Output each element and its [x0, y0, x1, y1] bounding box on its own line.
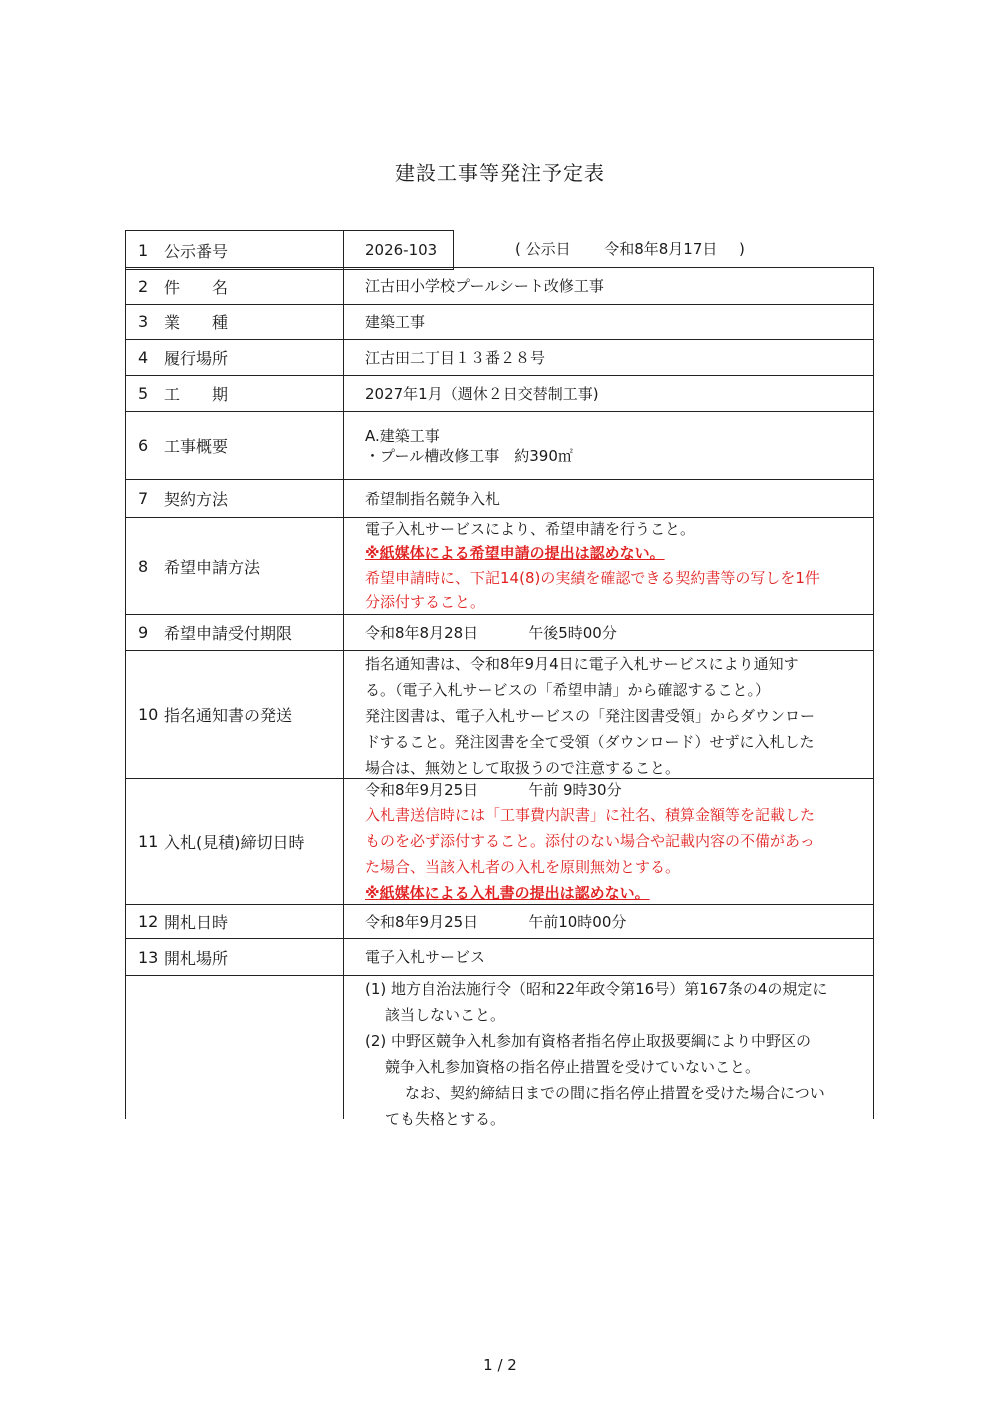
row-number: 11 [138, 832, 159, 851]
opening-date: 令和8年9月25日 [365, 912, 479, 931]
qualification-line: ても失格とする。 [385, 1110, 506, 1128]
row-label: 契約方法 [164, 490, 229, 509]
qualification-line: (2) 中野区競争入札参加有資格者指名停止取扱要綱により中野区の [365, 1032, 812, 1050]
bid-line: た場合、当該入札者の入札を原則無効とする。 [365, 858, 681, 876]
row-overview [126, 412, 874, 480]
opening-time: 午前10時00分 [528, 912, 627, 931]
announce-close: ) [738, 240, 745, 258]
project-name-value: 江古田小学校プールシート改修工事 [365, 277, 604, 295]
application-line: 分添付すること。 [365, 593, 486, 611]
bid-deadline-time: 午前 9時30分 [528, 781, 622, 799]
qualification-line: (1) 地方自治法施行令（昭和22年政令第16号）第167条の4の規定に [365, 980, 828, 998]
row-application-deadline [126, 615, 874, 651]
bid-line: ものを必ず添付すること。添付のない場合や記載内容の不備があっ [365, 832, 815, 850]
opening-place-value: 電子入札サービス [365, 948, 486, 966]
row-number: 10 [138, 705, 159, 724]
row-label: 指名通知書の発送 [164, 706, 293, 725]
row-label: 件 名 [164, 277, 229, 297]
row-label: 開札日時 [164, 913, 229, 932]
row-bid-deadline [126, 779, 874, 905]
period-value: 2027年1月（週休２日交替制工事) [365, 384, 599, 403]
row-application-method [126, 518, 874, 615]
application-line: 電子入札サービスにより、希望申請を行うこと。 [365, 520, 696, 538]
row-location [126, 340, 874, 376]
overview-line: ・プール槽改修工事 約390㎡ [365, 446, 573, 465]
row-number: 3 [138, 312, 149, 331]
row-number: 13 [138, 947, 159, 967]
row-label: 希望申請受付期限 [164, 624, 293, 643]
row-label: 開札場所 [164, 948, 229, 968]
row-number: 4 [138, 348, 149, 367]
announce-date-text [515, 238, 745, 259]
row-number: 5 [138, 384, 149, 403]
row-contract-method [126, 480, 874, 518]
row-label: 工事概要 [164, 437, 229, 456]
row-industry [126, 304, 874, 340]
row-number: 8 [138, 556, 149, 576]
application-line: 希望申請時に、下記14(8)の実績を確認できる契約書等の写しを1件 [365, 569, 820, 587]
row-number: 6 [138, 436, 149, 455]
row-label: 入札(見積)締切日時 [164, 833, 305, 852]
qualification-line: なお、契約締結日までの間に指名停止措置を受けた場合につい [405, 1084, 825, 1102]
announce-label: ( 公示日 [515, 240, 571, 258]
row-period [126, 376, 874, 412]
bid-deadline-date: 令和8年9月25日 [365, 781, 479, 799]
contract-method-value: 希望制指名競争入札 [365, 489, 501, 508]
page-title: 建設工事等発注予定表 [395, 161, 605, 185]
row-label: 履行場所 [164, 349, 229, 368]
qualification-line: 該当しないこと。 [385, 1006, 506, 1024]
page-number: 1 / 2 [483, 1356, 517, 1374]
industry-value: 建築工事 [365, 312, 426, 331]
notice-line: 発注図書は、電子入札サービスの「発注図書受領」からダウンロー [365, 707, 816, 725]
notice-line: る。（電子入札サービスの「希望申請」から確認すること。） [365, 681, 771, 699]
public-notice-number-value: 2026-103 [365, 241, 438, 259]
bid-line: 入札書送信時には「工事費内訳書」に社名、積算金額等を記載した [365, 806, 816, 824]
notice-line: ドすること。発注図書を全て受領（ダウンロード）せずに入札した [365, 733, 815, 751]
location-value: 江古田二丁目１３番２８号 [365, 348, 546, 367]
row-number: 1 [138, 240, 149, 260]
row-opening-datetime [126, 905, 874, 939]
bid-warning: ※紙媒体による入札書の提出は認めない。 [365, 884, 650, 902]
deadline-time: 午後5時00分 [528, 623, 617, 642]
row-number: 12 [138, 912, 159, 931]
row-qualifications [126, 976, 874, 1128]
qualification-line: 競争入札参加資格の指名停止措置を受けていないこと。 [385, 1058, 761, 1076]
row-number: 2 [138, 276, 149, 296]
notice-line: 場合は、無効として取扱うので注意すること。 [365, 759, 681, 777]
application-warning: ※紙媒体による希望申請の提出は認めない。 [365, 544, 665, 562]
order-table [125, 268, 874, 1128]
row-label: 公示番号 [164, 241, 229, 261]
overview-line: A.建築工事 [365, 426, 440, 445]
row-opening-place [126, 939, 874, 976]
row-number: 7 [138, 489, 149, 508]
deadline-date: 令和8年8月28日 [365, 623, 479, 642]
notice-line: 指名通知書は、令和8年9月4日に電子入札サービスにより通知す [365, 655, 799, 673]
row-label: 業 種 [164, 313, 229, 332]
row-label: 工 期 [164, 385, 229, 404]
row-project-name [126, 267, 874, 305]
row-notice-dispatch [126, 651, 874, 779]
row-public-notice-number [125, 230, 454, 270]
announce-date: 令和8年8月17日 [604, 240, 718, 258]
row-label: 希望申請方法 [164, 557, 261, 577]
row-number: 9 [138, 623, 149, 642]
